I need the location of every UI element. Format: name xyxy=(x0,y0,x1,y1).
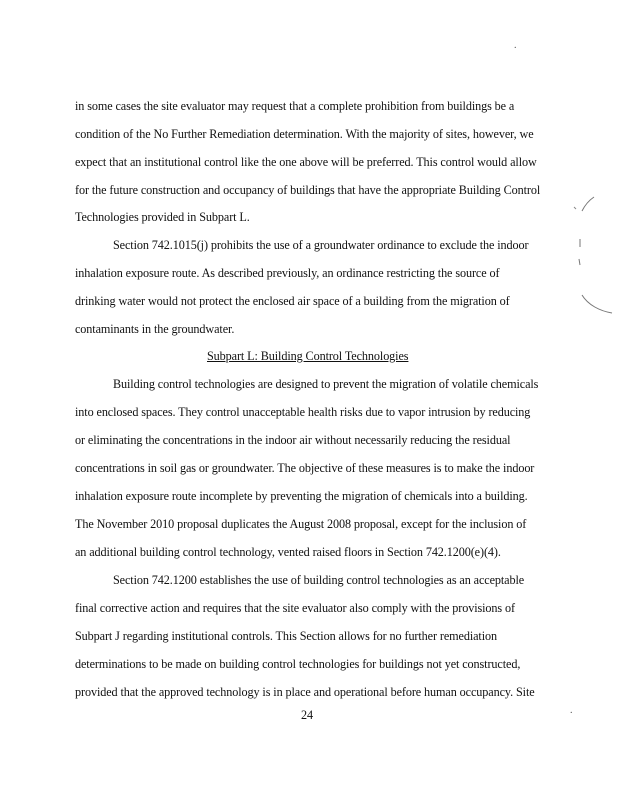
page-number: 24 xyxy=(301,708,313,722)
paragraph-4-line-2: final corrective action and requires that the site evaluator also comply with the provisions of xyxy=(75,601,515,615)
paragraph-3-line-7: an additional building control technology, vented raised floors in Section 742.1200(e)(4). xyxy=(75,545,501,559)
paragraph-3-line-1: Building control technologies are designed to prevent the migration of volatile chemicals xyxy=(113,377,539,391)
paragraph-1-line-1: in some cases the site evaluator may request that a complete prohibition from buildings be a xyxy=(75,99,515,113)
paragraph-3-line-5: inhalation exposure route incomplete by preventing the migration of chemicals into a building. xyxy=(75,489,528,503)
paragraph-2-line-3: drinking water would not protect the enclosed air space of a building from the migration of xyxy=(75,294,510,308)
paragraph-1-line-5: Technologies provided in Subpart L. xyxy=(75,210,250,224)
paragraph-3-line-2: into enclosed spaces. They control unacceptable health risks due to vapor intrusion by reducing xyxy=(75,405,531,419)
paragraph-2-line-4: contaminants in the groundwater. xyxy=(75,322,235,336)
paragraph-1-line-4: for the future construction and occupancy of buildings that have the appropriate Building Control xyxy=(75,183,541,197)
paragraph-3-line-3: or eliminating the concentrations in the indoor air without necessarily reducing the residual xyxy=(75,433,511,447)
paragraph-1-line-2: condition of the No Further Remediation determination. With the majority of sites, however, we xyxy=(75,127,534,141)
scan-margin-marks xyxy=(572,195,618,325)
paragraph-2-line-1: Section 742.1015(j) prohibits the use of a groundwater ordinance to exclude the indoor xyxy=(113,238,529,252)
paragraph-4-line-5: provided that the approved technology is in place and operational before human occupancy. Site xyxy=(75,685,535,699)
paragraph-2-line-2: inhalation exposure route. As described previously, an ordinance restricting the source of xyxy=(75,266,500,280)
paragraph-3-line-6: The November 2010 proposal duplicates the August 2008 proposal, except for the inclusion of xyxy=(75,517,527,531)
scan-speck: . xyxy=(570,705,573,716)
paragraph-4-line-3: Subpart J regarding institutional controls. This Section allows for no further remediation xyxy=(75,629,497,643)
paragraph-4-line-4: determinations to be made on building control technologies for buildings not yet constructed, xyxy=(75,657,521,671)
paragraph-4-line-1: Section 742.1200 establishes the use of building control technologies as an acceptable xyxy=(113,573,525,587)
section-heading: Subpart L: Building Control Technologies xyxy=(207,349,409,363)
paragraph-3-line-4: concentrations in soil gas or groundwater. The objective of these measures is to make the indoor xyxy=(75,461,535,475)
paragraph-1-line-3: expect that an institutional control like the one above will be preferred. This control would allow xyxy=(75,155,537,169)
scan-speck: . xyxy=(514,40,517,51)
